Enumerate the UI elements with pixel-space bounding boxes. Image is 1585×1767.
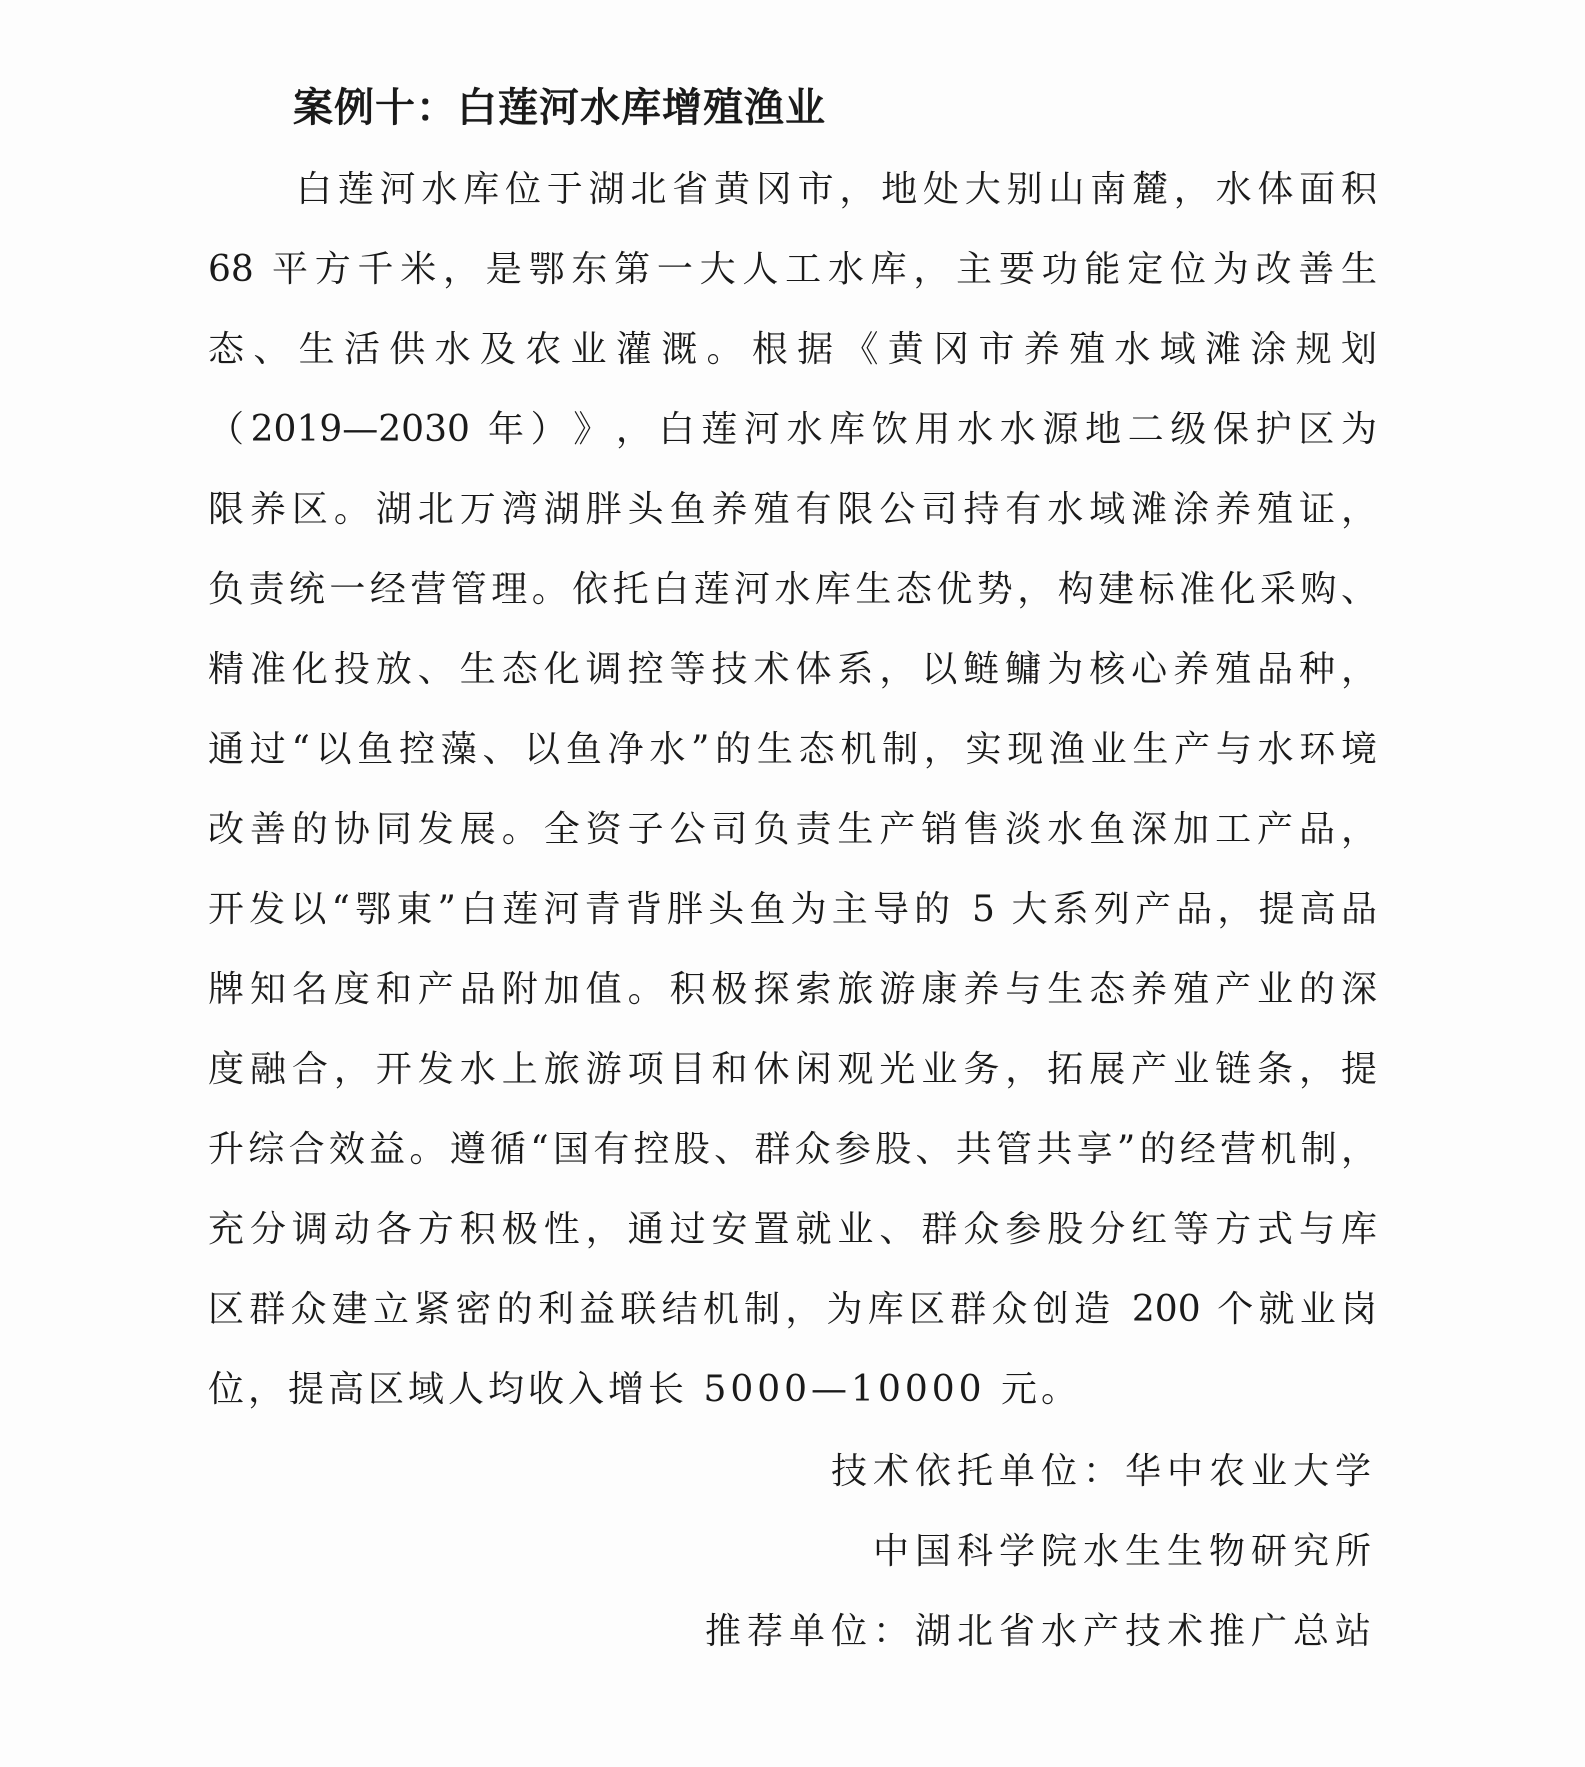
paragraph-line: 精​准​化​投​放​、​生​态​化​调​控​等​技​术​体​系​，​以​鲢​鳙​为​核​心​养​殖​品​种​， xyxy=(208,649,1377,690)
paragraph-line: 6​8​ ​平​方​千​米​，​是​鄂​东​第​一​大​人​工​水​库​，​主​要​功​能​定​位​为​改​善​生 xyxy=(208,249,1377,290)
paragraph-line: 牌​知​名​度​和​产​品​附​加​值​。​积​极​探​索​旅​游​康​养​与​生​态​养​殖​产​业​的​深 xyxy=(208,969,1377,1010)
signature-block xyxy=(705,1442,1377,1682)
paragraph-line: 充​分​调​动​各​方​积​极​性​，​通​过​安​置​就​业​、​群​众​参​股​分​红​等​方​式​与​库 xyxy=(208,1209,1377,1250)
paragraph-line: 负​责​统​一​经​营​管​理​。​依​托​白​莲​河​水​库​生​态​优​势​，​构​建​标​准​化​采​购​、 xyxy=(208,569,1377,610)
paragraph-line: 态​、​生​活​供​水​及​农​业​灌​溉​。​根​据​《​黄​冈​市​养​殖​水​域​滩​涂​规​划 xyxy=(208,329,1377,370)
tech-support-unit-second: 中国科学院水生生物研究所 xyxy=(872,1531,1377,1572)
paragraph-line: 白​莲​河​水​库​位​于​湖​北​省​黄​冈​市​，​地​处​大​别​山​南​麓​，​水​体​面​积 xyxy=(296,169,1377,210)
paragraph-line: 改​善​的​协​同​发​展​。​全​资​子​公​司​负​责​生​产​销​售​淡​水​鱼​深​加​工​产​品​， xyxy=(208,809,1377,850)
case-body-paragraph xyxy=(208,160,1377,1440)
recommending-unit: 推荐单位：湖北省水产技术推广总站 xyxy=(704,1611,1377,1652)
paragraph-line: 升​综​合​效​益​。​遵​循​“​国​有​控​股​、​群​众​参​股​、​共​管​共​享​”​的​经​营​机​制​， xyxy=(208,1129,1377,1170)
case-title: 案例十：白莲河水库增殖渔业 xyxy=(293,85,826,131)
paragraph-line: 度​融​合​，​开​发​水​上​旅​游​项​目​和​休​闲​观​光​业​务​，​拓​展​产​业​链​条​，​提 xyxy=(208,1049,1377,1090)
paragraph-line: 通​过​“​以​鱼​控​藻​、​以​鱼​净​水​”​的​生​态​机​制​，​实​现​渔​业​生​产​与​水​环​境 xyxy=(208,729,1377,770)
paragraph-line: 开​发​以​“​鄂​東​”​白​莲​河​青​背​胖​头​鱼​为​主​导​的​ ​5​ ​大​系​列​产​品​，​提​高​品 xyxy=(208,889,1377,930)
tech-support-unit: 技术依托单位：华中农业大学 xyxy=(830,1451,1377,1492)
paragraph-line: （​2​0​1​9​—​2​0​3​0​ ​年​）​》​，​白​莲​河​水​库​饮​用​水​水​源​地​二​级​保​护​区​为 xyxy=(208,409,1377,450)
paragraph-line: 区​群​众​建​立​紧​密​的​利​益​联​结​机​制​，​为​库​区​群​众​创​造​ ​2​0​0​ ​个​就​业​岗 xyxy=(208,1289,1377,1330)
paragraph-line: 位，提高区域人均收入增长 5000—10000 元。 xyxy=(208,1369,1082,1410)
paragraph-line: 限​养​区​。​湖​北​万​湾​湖​胖​头​鱼​养​殖​有​限​公​司​持​有​水​域​滩​涂​养​殖​证​， xyxy=(208,489,1377,530)
